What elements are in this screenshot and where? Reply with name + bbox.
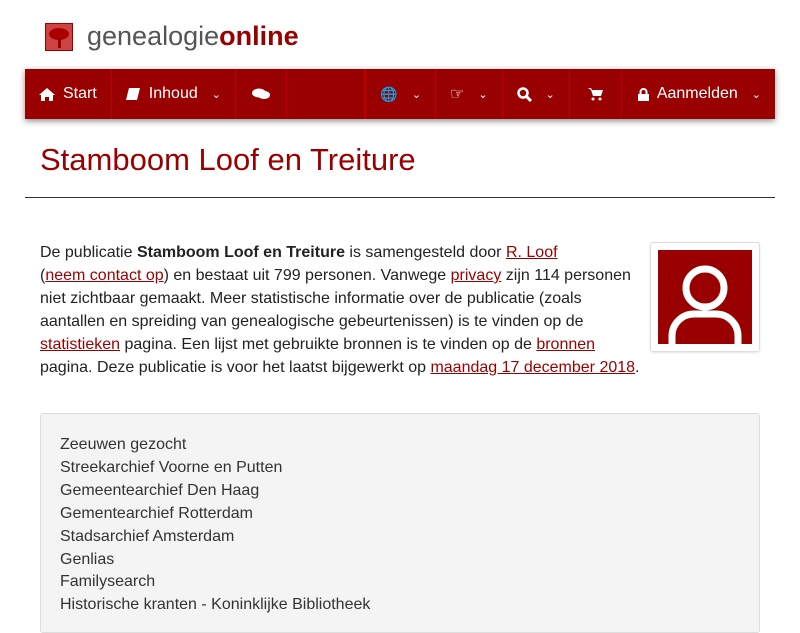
- source-item: Gemeentearchief Den Haag: [60, 481, 260, 499]
- divider: [25, 197, 775, 198]
- lock-icon: [638, 88, 649, 101]
- hand-pointer-icon: ☞: [450, 86, 465, 103]
- source-item: Stadsarchief Amsterdam: [60, 527, 235, 545]
- source-item: Genlias: [60, 550, 115, 568]
- comments-icon: [252, 87, 270, 101]
- statistics-link[interactable]: statistieken: [40, 336, 121, 353]
- nav-inhoud[interactable]: [112, 69, 236, 119]
- source-item: Gementearchief Rotterdam: [60, 504, 253, 522]
- nav-empty: [287, 69, 365, 119]
- publication-intro: De publicatie Stamboom Loof en Treiture is samengesteld door R. Loof (neem contact op) en bestaat uit 799 personen. Vanwege privacy zijn 114 personen niet zichtbaar gemaakt. Meer statistische informatie over de publicatie (zoals aantallen en spreiding van genealogische gebeurtenissen) is te vinden op de statistieken pagina. Een lijst met gebruikte bronnen is te vinden op de bronnen pagina. Deze publicatie is voor het laatst bijgewerkt op maandag 17 december 2018.: [40, 244, 640, 376]
- contact-link[interactable]: neem contact op: [45, 267, 164, 284]
- source-item: Streekarchief Voorne en Putten: [60, 458, 283, 476]
- chevron-down-icon: ⌄: [545, 88, 555, 101]
- nav-pointer[interactable]: [436, 69, 503, 119]
- chevron-down-icon: ⌄: [751, 88, 761, 101]
- nav-start-label: Start: [63, 85, 97, 102]
- nav-inhoud-label: Inhoud: [148, 85, 198, 102]
- nav-cart[interactable]: [570, 69, 622, 119]
- tree-logo-icon: [45, 23, 73, 51]
- nav-forum[interactable]: [236, 69, 287, 119]
- nav-login-label: Aanmelden: [656, 85, 738, 102]
- sources-link[interactable]: bronnen: [536, 336, 596, 353]
- last-updated-link[interactable]: maandag 17 december 2018: [430, 359, 636, 376]
- translate-icon: 🌐: [380, 85, 398, 102]
- source-item: Zeeuwen gezocht: [60, 436, 187, 453]
- source-item: Historische kranten - Koninklijke Bibliotheek: [60, 596, 371, 614]
- logo-text: genealogieonline: [87, 21, 299, 51]
- chevron-down-icon: ⌄: [411, 88, 422, 101]
- author-link[interactable]: R. Loof: [505, 244, 558, 261]
- nav-language[interactable]: [365, 69, 436, 119]
- nav-login[interactable]: [622, 69, 775, 119]
- main-nav: [25, 69, 775, 119]
- chevron-down-icon: ⌄: [211, 88, 221, 101]
- book-icon: [126, 87, 141, 101]
- author-avatar: [650, 242, 760, 352]
- home-icon: [39, 87, 55, 101]
- source-item: Familysearch: [60, 573, 156, 591]
- cart-icon: [588, 88, 603, 101]
- nav-start[interactable]: [25, 69, 112, 119]
- search-icon: [517, 87, 532, 102]
- user-icon: [658, 250, 752, 344]
- page-title: Stamboom Loof en Treiture: [40, 142, 416, 177]
- nav-search[interactable]: [503, 69, 570, 119]
- chevron-down-icon: ⌄: [478, 88, 488, 101]
- site-logo[interactable]: [45, 21, 299, 52]
- privacy-link[interactable]: privacy: [450, 267, 502, 284]
- sources-list: [40, 413, 760, 633]
